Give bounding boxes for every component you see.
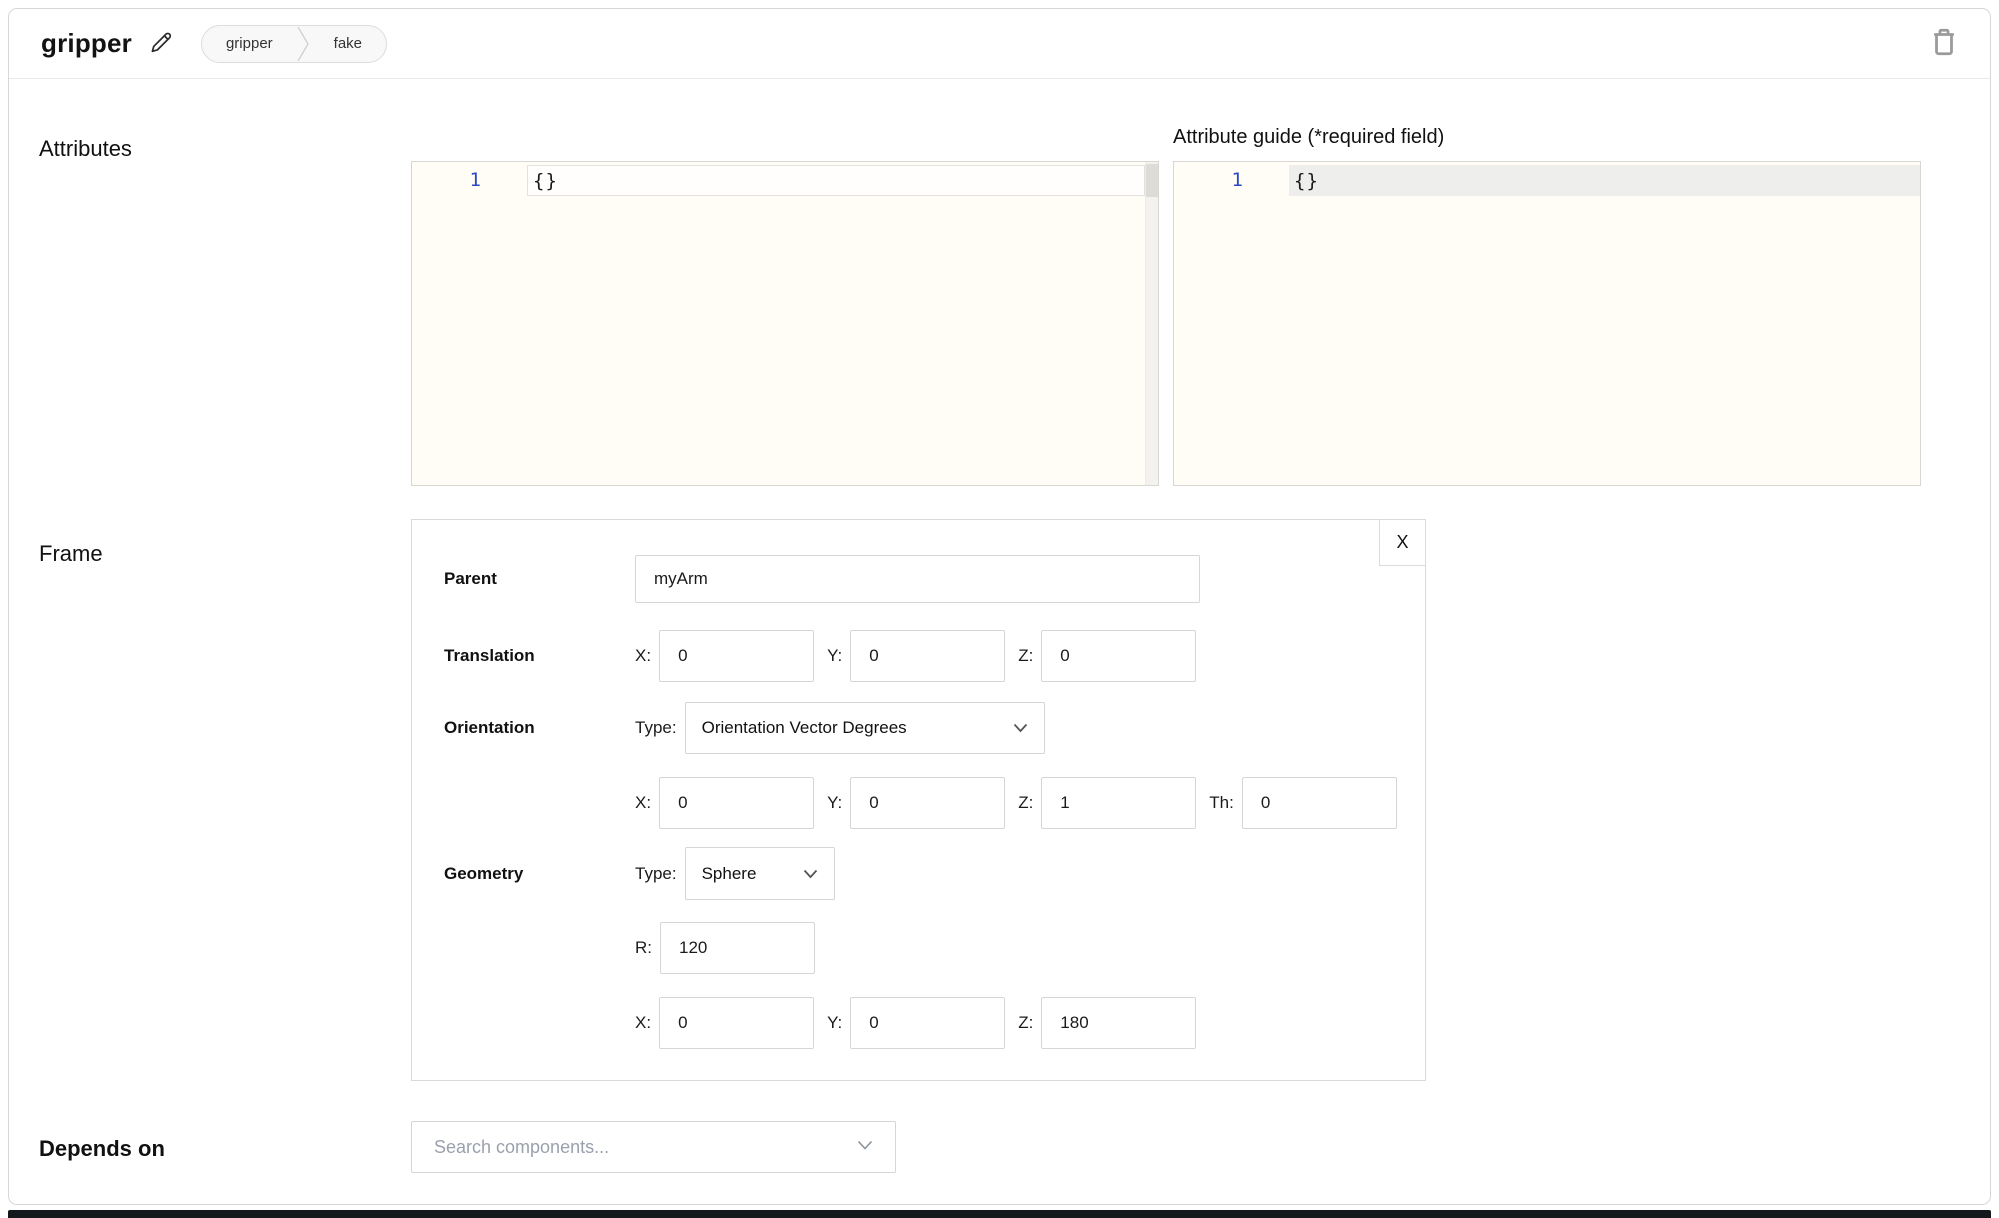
attributes-editor[interactable]: [411, 161, 1159, 486]
attributes-editor-gutter: [412, 162, 527, 485]
code-text: {}: [533, 169, 558, 192]
attribute-guide-editor-content[interactable]: [1289, 162, 1920, 485]
translation-z-input[interactable]: [1041, 630, 1196, 682]
orientation-th-input[interactable]: [1242, 777, 1397, 829]
chevron-down-icon: [857, 1138, 873, 1156]
translation-row: [444, 630, 1393, 682]
orientation-x-input[interactable]: [659, 777, 814, 829]
depends-on-select[interactable]: [411, 1121, 896, 1173]
orientation-type-select[interactable]: [685, 702, 1045, 754]
attributes-editor-active-line[interactable]: [527, 165, 1145, 196]
parent-row: [444, 555, 1393, 603]
parent-label: Parent: [444, 569, 497, 588]
attribute-guide-label: Attribute guide (*required field): [1173, 126, 1445, 148]
next-card-top-edge: [8, 1210, 1991, 1218]
attributes-editor-scrollbar[interactable]: [1145, 162, 1158, 485]
breadcrumb-type: gripper: [225, 34, 273, 52]
x-label: X:: [635, 1013, 652, 1032]
geometry-y-input[interactable]: [850, 997, 1005, 1049]
orientation-y-input[interactable]: [850, 777, 1005, 829]
frame-section-label: Frame: [39, 541, 103, 566]
breadcrumb-model: fake: [333, 34, 363, 52]
translation-label: Translation: [444, 646, 535, 665]
geometry-type-label: Type:: [635, 863, 677, 883]
code-text: {}: [1294, 169, 1319, 192]
delete-component-button[interactable]: [1930, 27, 1958, 60]
component-header: [9, 9, 1990, 79]
frame-card: [411, 519, 1426, 1081]
x-label: X:: [635, 646, 652, 665]
line-number: 1: [469, 169, 481, 191]
y-label: Y:: [827, 1013, 843, 1032]
parent-input[interactable]: [635, 555, 1200, 603]
component-title: gripper: [41, 28, 132, 58]
attribute-guide-editor-gutter: [1174, 162, 1289, 485]
chevron-down-icon: [791, 864, 818, 884]
frame-remove-button[interactable]: X: [1379, 519, 1426, 566]
geometry-z-input[interactable]: [1041, 997, 1196, 1049]
z-label: Z:: [1018, 793, 1034, 812]
geometry-label: Geometry: [444, 863, 524, 883]
trash-icon: [1930, 27, 1958, 60]
geometry-type-row: [444, 847, 1393, 900]
translation-x-input[interactable]: [659, 630, 814, 682]
pencil-icon: [150, 31, 173, 57]
depends-on-placeholder: Search components...: [434, 1136, 610, 1157]
attribute-guide-editor-active-line[interactable]: [1289, 165, 1920, 196]
th-label: Th:: [1209, 793, 1234, 812]
x-label: X:: [635, 793, 652, 812]
geometry-x-input[interactable]: [659, 997, 814, 1049]
chevron-down-icon: [1001, 718, 1028, 738]
z-label: Z:: [1018, 1013, 1034, 1032]
r-label: R:: [635, 938, 652, 957]
orientation-label: Orientation: [444, 718, 535, 737]
z-label: Z:: [1018, 646, 1034, 665]
geometry-type-select[interactable]: [685, 847, 835, 900]
attributes-editor-content[interactable]: [527, 162, 1145, 485]
chevron-right-icon: [297, 25, 310, 63]
y-label: Y:: [827, 793, 843, 812]
translation-y-input[interactable]: [850, 630, 1005, 682]
scrollbar-thumb[interactable]: [1146, 164, 1158, 197]
geometry-fields-row: [444, 997, 1393, 1049]
orientation-fields-row: [444, 777, 1393, 829]
component-config-card: [8, 8, 1991, 1205]
orientation-type-row: [444, 702, 1393, 754]
breadcrumb: [201, 25, 387, 63]
attributes-section-label: Attributes: [39, 136, 132, 161]
orientation-type-label: Type:: [635, 718, 677, 737]
line-number: 1: [1231, 169, 1243, 191]
geometry-type-value: Sphere: [701, 863, 757, 883]
attribute-guide-editor[interactable]: [1173, 161, 1921, 486]
orientation-z-input[interactable]: [1041, 777, 1196, 829]
geometry-radius-row: [444, 922, 1393, 974]
orientation-type-value: Orientation Vector Degrees: [701, 718, 907, 737]
geometry-r-input[interactable]: [660, 922, 815, 974]
depends-on-label: Depends on: [39, 1136, 165, 1161]
y-label: Y:: [827, 646, 843, 665]
edit-name-button[interactable]: [150, 31, 173, 57]
